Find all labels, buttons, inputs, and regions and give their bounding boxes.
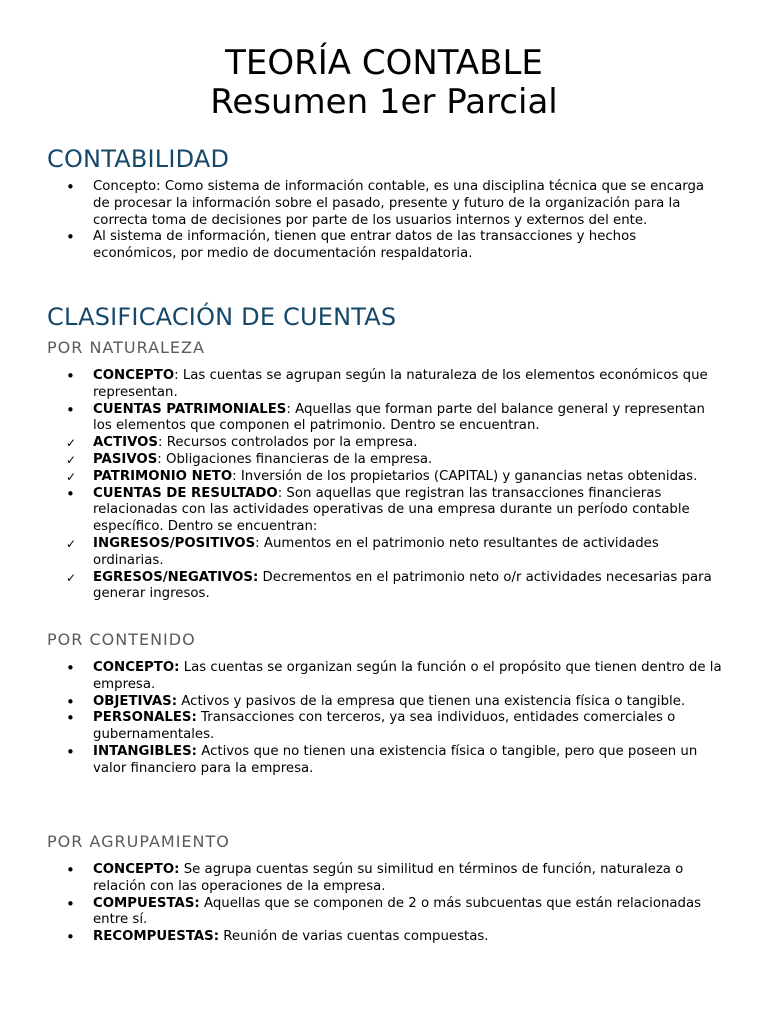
- item-text: Al sistema de información, tienen que entrar datos de las transacciones y hechos económicos, por medio de documentación respaldatoria.: [93, 229, 637, 262]
- list-item: [0, 179, 768, 229]
- checkmark-bullet-icon: [66, 452, 80, 470]
- item-term: EGRESOS/NEGATIVOS:: [93, 569, 259, 585]
- item-text: Activos y pasivos de la empresa que tienen una existencia física o tangible.: [177, 693, 686, 709]
- item-text: : Las cuentas se agrupan según la naturaleza de los elementos económicos que representan.: [93, 368, 708, 400]
- item-term: ACTIVOS: [93, 435, 159, 451]
- subheading-contenido: POR CONTENIDO: [47, 630, 196, 649]
- subheading-naturaleza: POR NATURALEZA: [47, 338, 205, 357]
- item-term: INTANGIBLES:: [93, 743, 197, 759]
- item-text: Se agrupa cuentas según su similitud en términos de función, naturaleza o relación con las operaciones de la empresa.: [93, 862, 684, 894]
- contenido-list: [0, 660, 768, 778]
- list-item: [0, 710, 768, 744]
- agrupamiento-list: [0, 862, 768, 946]
- item-text: Reunión de varias cuentas compuestas.: [219, 929, 489, 945]
- item-text: Decrementos en el patrimonio neto o/r actividades necesarias para generar ingresos.: [93, 569, 712, 602]
- bullet-icon: [66, 710, 80, 729]
- list-item: [0, 536, 768, 570]
- list-item: [0, 486, 768, 536]
- item-text: : Recursos controlados por la empresa.: [158, 435, 418, 451]
- document-subtitle: Resumen 1er Parcial: [210, 82, 558, 122]
- list-item: [0, 570, 768, 604]
- list-item: [0, 368, 768, 402]
- list-item: [0, 660, 768, 694]
- item-text: : Son aquellas que registran las transacciones financieras relacionadas con las actividades operativas de una empresa durante un período contable específico. Dentro se encuentran:: [93, 485, 690, 535]
- bullet-icon: [66, 744, 80, 763]
- checkmark-bullet-icon: [66, 435, 80, 453]
- list-item: [0, 229, 768, 263]
- bullet-icon: [66, 896, 80, 915]
- list-item: [0, 435, 768, 452]
- item-text: : Obligaciones financieras de la empresa.: [157, 451, 433, 467]
- item-text: Aquellas que se componen de 2 o más subcuentas que están relacionadas entre sí.: [93, 895, 702, 928]
- list-item: [0, 469, 768, 486]
- naturaleza-list: [0, 368, 768, 603]
- bullet-icon: [66, 229, 80, 248]
- bullet-icon: [66, 862, 80, 881]
- list-item: [0, 452, 768, 469]
- subheading-agrupamiento: POR AGRUPAMIENTO: [47, 832, 230, 851]
- item-term: CONCEPTO: [93, 368, 175, 383]
- checkmark-bullet-icon: [66, 570, 80, 588]
- list-item: [0, 744, 768, 778]
- list-item: [0, 694, 768, 711]
- bullet-icon: [66, 486, 80, 505]
- list-item: [0, 896, 768, 930]
- item-term: PATRIMONIO NETO: [93, 468, 233, 484]
- bullet-icon: [66, 368, 80, 387]
- list-item: [0, 929, 768, 946]
- checkmark-bullet-icon: [66, 469, 80, 487]
- bullet-icon: [66, 402, 80, 421]
- list-item: [0, 402, 768, 436]
- section-heading-contabilidad: CONTABILIDAD: [47, 145, 230, 173]
- item-term: PERSONALES:: [93, 710, 197, 726]
- contabilidad-list: [0, 179, 768, 263]
- item-term: PASIVOS: [93, 451, 158, 467]
- list-item: [0, 862, 768, 896]
- item-term: CONCEPTO:: [93, 660, 180, 675]
- item-text: Las cuentas se organizan según la función o el propósito que tienen dentro de la empresa.: [93, 660, 722, 692]
- item-term: INGRESOS/POSITIVOS: [93, 535, 256, 551]
- item-term: RECOMPUESTAS:: [93, 929, 220, 945]
- item-text: : Aquellas que forman parte del balance general y representan los elementos que componen el patrimonio. Dentro se encuentran.: [93, 401, 705, 434]
- item-text: : Inversión de los propietarios (CAPITAL) y ganancias netas obtenidas.: [232, 468, 698, 484]
- item-text: : Aumentos en el patrimonio neto resultantes de actividades ordinarias.: [93, 535, 659, 568]
- bullet-icon: [66, 929, 80, 948]
- item-term: OBJETIVAS:: [93, 693, 178, 709]
- checkmark-bullet-icon: [66, 536, 80, 554]
- item-text: Activos que no tienen una existencia física o tangible, pero que poseen un valor financiero para la empresa.: [93, 743, 698, 776]
- document-title: TEORÍA CONTABLE: [225, 43, 543, 83]
- item-term: CUENTAS PATRIMONIALES: [93, 401, 287, 417]
- bullet-icon: [66, 179, 80, 198]
- item-term: CONCEPTO:: [93, 862, 180, 877]
- item-term: COMPUESTAS:: [93, 895, 200, 911]
- item-text: Transacciones con terceros, ya sea individuos, entidades comerciales o gubernamentales.: [93, 710, 676, 743]
- bullet-icon: [66, 660, 80, 679]
- item-text: Concepto: Como sistema de información contable, es una disciplina técnica que se encarga de procesar la información sobre el pasado, presente y futuro de la organización para la correcta toma de decisiones por parte de los usuarios internos y externos del ente.: [93, 179, 705, 228]
- section-heading-clasificacion: CLASIFICACIÓN DE CUENTAS: [47, 303, 397, 331]
- item-term: CUENTAS DE RESULTADO: [93, 485, 278, 501]
